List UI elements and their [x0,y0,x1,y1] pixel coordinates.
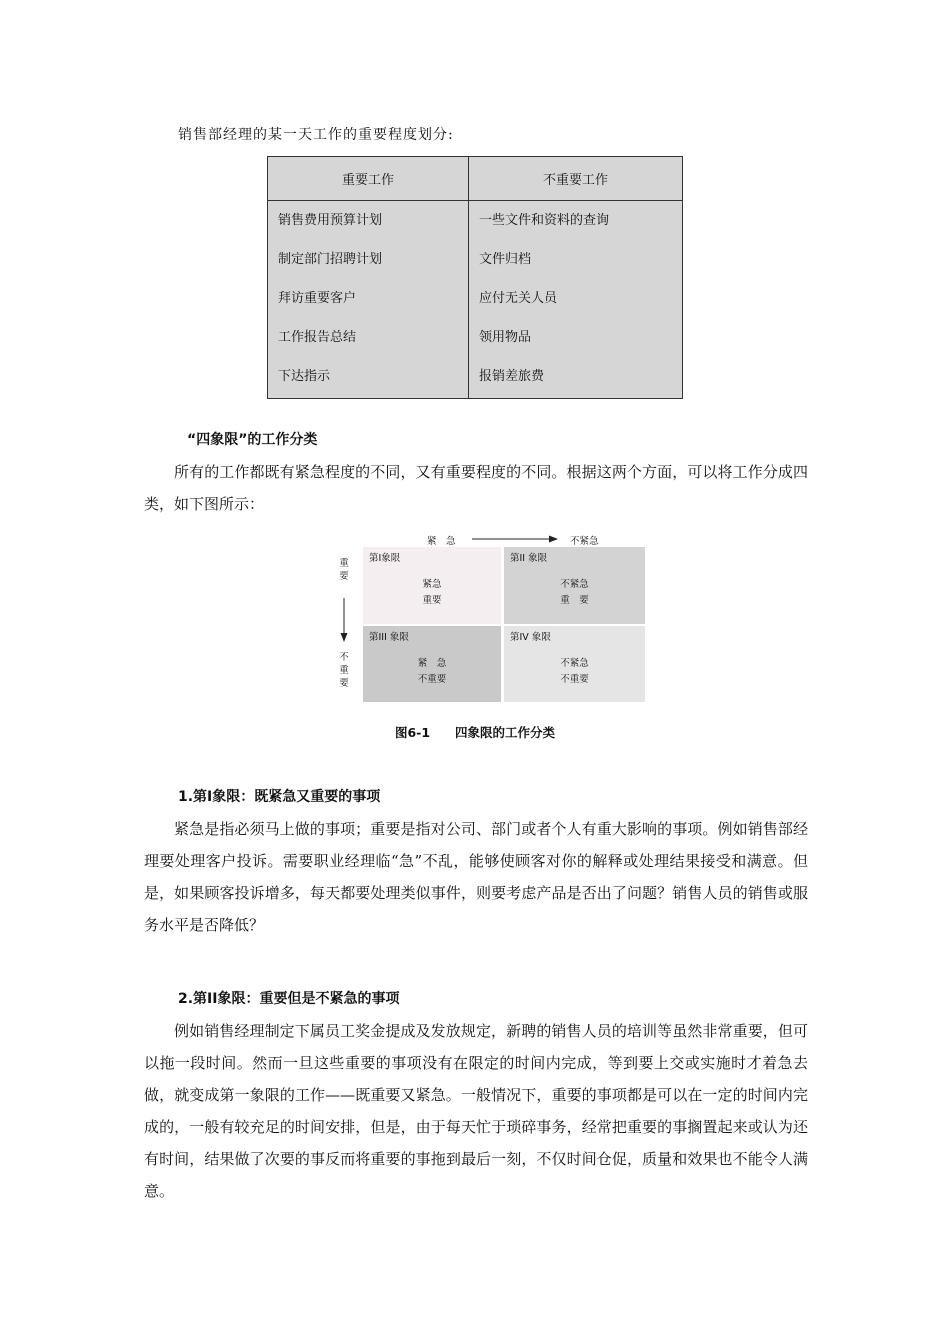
importance-table [267,156,683,399]
table-cell: 领用物品 [479,330,532,345]
table-cell: 应付无关人员 [479,291,558,306]
table-cell: 报销差旅费 [479,369,545,384]
figure-caption: 图6-1 四象限的工作分类 [394,725,556,740]
quadrant-line: 不重要 [560,674,589,685]
table-cell: 制定部门招聘计划 [278,252,383,267]
quadrant-line: 不重要 [417,674,447,685]
table-row [268,240,683,279]
table-header-important: 重要工作 [268,157,469,201]
axis-label-not-urgent: 不紧急 [570,536,599,547]
quadrant-line: 不紧急 [560,579,589,590]
section-1-paragraph: 紧急是指必须马上做的事项；重要是指对公司、部门或者个人有重大影响的事项。例如销售部经理要处理客户投诉。需要职业经理临“急”不乱，能够使顾客对你的解释或处理结果接受和满意。但是，如果顾客投诉增多，每天都要处理类似事件，则要考虑产品是否出了问题？销售人员的销售或服务水平是否降低？ [144,820,808,934]
axis-char: 重 [339,665,349,676]
quadrant-2 [504,547,645,624]
table-header-unimportant: 不重要工作 [469,157,683,201]
table-row [268,318,683,357]
quadrant-1 [363,547,501,624]
axis-char: 要 [339,678,349,689]
axis-label-important [338,557,350,583]
table-cell: 下达指示 [278,369,331,384]
quadrant-line: 重要 [422,595,442,606]
table-row [268,357,683,399]
table-cell: 工作报告总结 [278,330,357,345]
table-cell: 文件归档 [479,252,532,267]
arrow-down-icon [338,597,350,643]
axis-char: 重 [339,558,349,569]
table-cell: 一些文件和资料的查询 [479,213,610,228]
quadrant-title: 第Ⅰ象限 [369,553,401,564]
quadrant-line: 不紧急 [560,658,589,669]
quadrant-figure [335,527,655,707]
quadrant-title: 第III 象限 [369,632,409,643]
section-2-paragraph: 例如销售经理制定下属员工奖金提成及发放规定，新聘的销售人员的培训等虽然非常重要，但可以拖一段时间。然而一旦这些重要的事项没有在限定的时间内完成，等到要上交或实施时才着急去做，就变成第一象限的工作——既重要又紧急。一般情况下，重要的事项都是可以在一定的时间内完成的，一般有较充足的时间安排，但是，由于每天忙于琐碎事务，经常把重要的事搁置起来或认为还有时间，结果做了次要的事反而将重要的事拖到最后一刻，不仅时间仓促，质量和效果也不能令人满意。 [144,1022,808,1200]
axis-char: 不 [339,652,349,663]
section-2-title: 2.第II象限：重要但是不紧急的事项 [178,991,400,1007]
axis-label-urgent: 紧 急 [427,536,456,547]
section-paragraph: 所有的工作都既有紧急程度的不同，又有重要程度的不同。根据这两个方面，可以将工作分成四类，如下图所示： [144,463,808,513]
section-1-title: 1.第Ⅰ象限：既紧急又重要的事项 [178,789,381,805]
table-cell: 销售费用预算计划 [278,213,383,228]
arrow-right-icon [470,533,560,545]
section-title-quadrants: “四象限”的工作分类 [187,432,318,448]
quadrant-title: 第IV 象限 [510,632,551,643]
table-cell: 拜访重要客户 [278,291,357,306]
axis-char: 要 [339,571,349,582]
quadrant-title: 第II 象限 [510,553,548,564]
quadrant-4 [504,626,645,702]
intro-text: 销售部经理的某一天工作的重要程度划分: [178,127,454,143]
quadrant-line: 紧 急 [417,658,447,669]
quadrant-line: 重 要 [560,595,589,606]
table-row [268,201,683,241]
table-row [268,279,683,318]
quadrant-3 [363,626,501,702]
quadrant-line: 紧急 [422,579,442,590]
axis-label-not-important [338,651,350,690]
